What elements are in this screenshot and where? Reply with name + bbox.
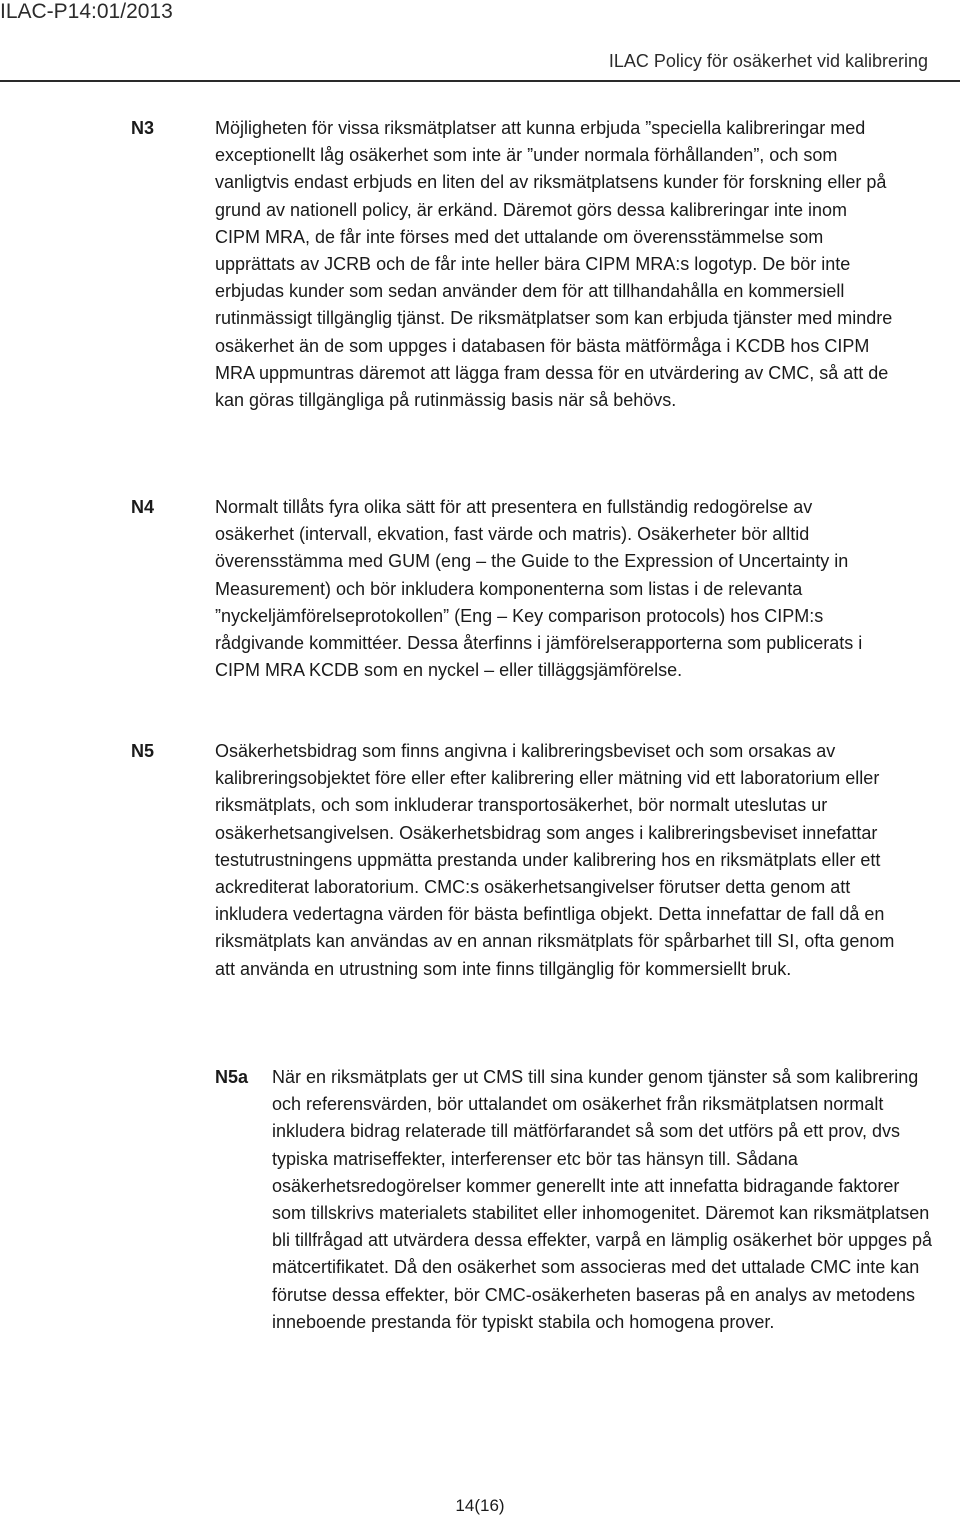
note-text: När en riksmätplats ger ut CMS till sina kunder genom tjänster så som kalibrering och referensvärden, bör uttalandet om osäkerhet från riksmätplatsen normalt inkludera bidrag relaterade till mätförfarandet så som det utförs på ett prov, dvs typiska matriseffekter, interferenser etc bör tas hänsyn till. Sådana osäkerhetsredogörelser kommer generellt inte att innefatta bidragande faktorer som tillskrivs materialets stabilitet eller inhomogenitet. Däremot kan riksmätplatsen bli tillfrågad att utvärdera dessa effekter, varpå en lämplig osäkerhet bör uppges på mätcertifikatet. Då den osäkerhet som associeras med det uttalade CMC inte kan förutse dessa effekter, bör CMC-osäkerheten baseras på en analys av metodens inneboende prestanda för typiskt stabila och homogena prover. — [272, 1067, 933, 1332]
document-title: ILAC Policy för osäkerhet vid kalibrering — [608, 51, 928, 71]
note-text: Osäkerhetsbidrag som finns angivna i kalibreringsbeviset och som orsakas av kalibreringsobjektet före eller efter kalibrering eller mätning vid ett laboratorium eller riksmätplats, och som inkluderar transportosäkerhet, bör normalt uteslutas ur osäkerhetsangivelsen. Osäkerhetsbidrag som anges i kalibreringsbeviset innefattar testutrustningens uppmätta prestanda under kalibrering hos en riksmätplats eller ett ackrediterat laboratorium. CMC:s osäkerhetsangivelser förutser detta genom att inkludera vedertagna värden för bästa befintliga objekt. Detta innefattar de fall då en riksmätplats kan användas av en annan riksmätplats för spårbarhet till SI, ofta genom att använda en utrustning som inte finns tillgänglig för kommersiellt bruk. — [215, 741, 895, 979]
note-label: N4 — [131, 497, 155, 517]
note-label: N5a — [215, 1067, 249, 1087]
note-label: N5 — [131, 741, 155, 761]
document-id: ILAC-P14:01/2013 — [0, 0, 173, 23]
note-label: N3 — [131, 118, 155, 138]
note-text: Möjligheten för vissa riksmätplatser att kunna erbjuda ”speciella kalibreringar med exceptionellt låg osäkerhet som inte är ”under normala förhållanden”, och som vanligtvis endast erbjuds en liten del av riksmätplatsens kunder för forskning eller på grund av nationell policy, är erkänd. Däremot görs dessa kalibreringar inte inom CIPM MRA, de får inte förses med det uttalande om överensstämmelse som upprättats av JCRB och de får inte heller bära CIPM MRA:s logotyp. De bör inte erbjudas kunder som sedan använder dem för att tillhandahålla en kommersiell rutinmässigt tillgänglig tjänst. De riksmätplatser som kan erbjuda tjänster med mindre osäkerhet än de som uppges i databasen för bästa mätförmåga i KCDB hos CIPM MRA uppmuntras däremot att lägga fram dessa för en utvärdering av CMC, så att de kan göras tillgängliga på rutinmässig basis när så behövs. — [215, 118, 893, 411]
header-divider — [0, 80, 960, 82]
page-number: 14(16) — [455, 1496, 505, 1515]
note-text: Normalt tillåts fyra olika sätt för att presentera en fullständig redogörelse av osäkerhet (intervall, ekvation, fast värde och matris). Osäkerheter bör alltid överensstämma med GUM (eng – the Guide to the Expression of Uncertainty in Measurement) och bör inkludera komponenterna som listas i de relevanta ”nyckeljämförelseprotokollen” (Eng – Key comparison protocols) hos CIPM:s rådgivande kommittéer. Dessa återfinns i jämförelserapporterna som publicerats i CIPM MRA KCDB som en nyckel – eller tilläggsjämförelse. — [215, 497, 863, 681]
